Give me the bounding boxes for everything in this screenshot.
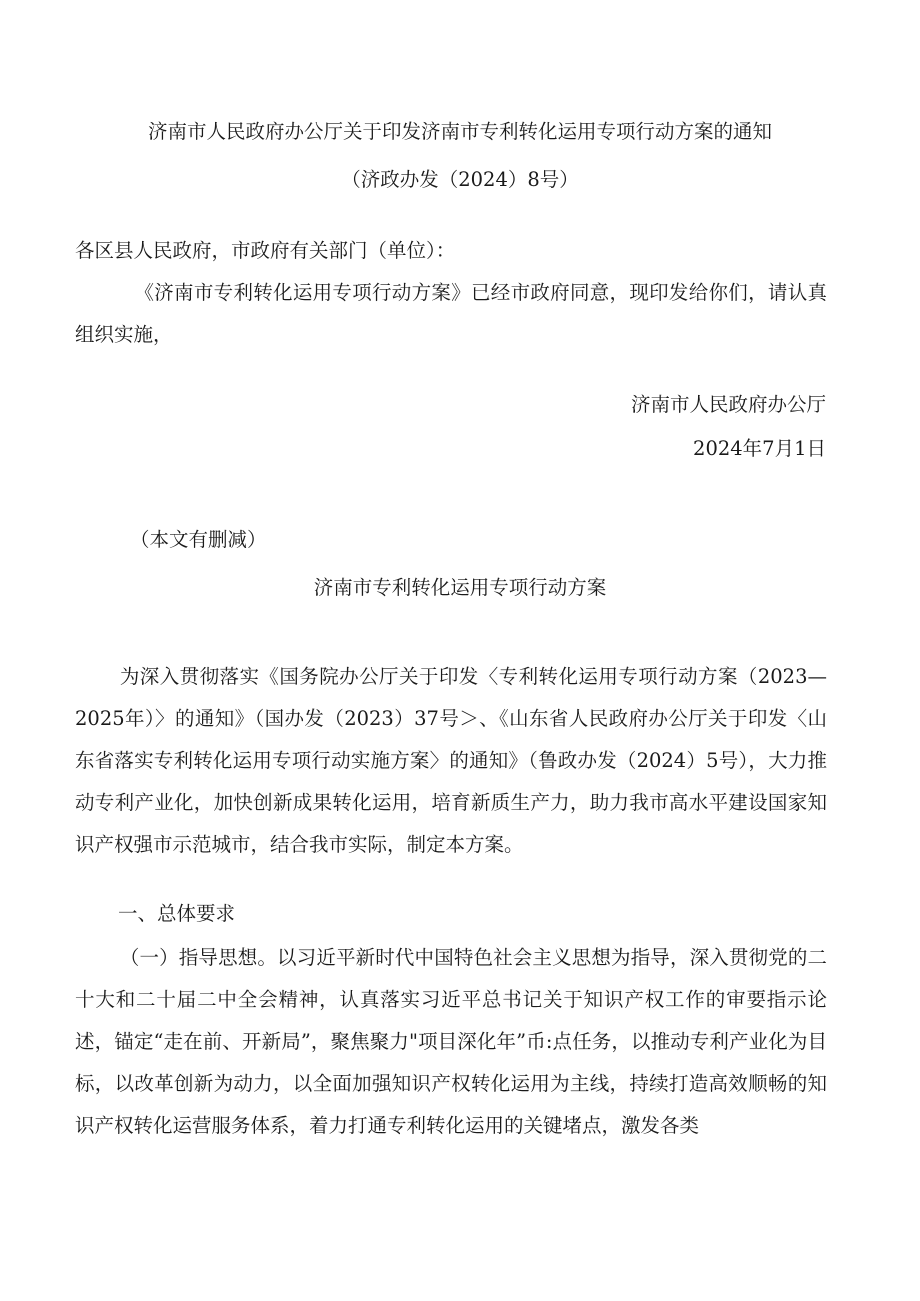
notice-salutation: 各区县人民政府，市政府有关部门（单位）： xyxy=(75,239,456,262)
notice-title: 济南市人民政府办公厅关于印发济南市专利转化运用专项行动方案的通知 xyxy=(147,120,772,143)
section-heading-general-requirements: 一、总体要求 xyxy=(118,902,236,925)
notice-doc-number: （济政办发（2024）8号） xyxy=(341,168,579,191)
guiding-ideology-paragraph: （一）指导思想。以习近平新时代中国特色社会主义思想为指导，深入贯彻党的二十大和二十届二中全会精神，认真落实习近平总书记关于知识产权工作的审要指示论述，锚定“走在前、开新局”，聚焦聚力"项目深化年”币:点任务，以推动专利产业化为目标，以改革创新为动力，以全面加强知识产权转化运用为主线，持续打造高效顺畅的知识产权转化运营服务体系，着力打通专利转化运用的关键堵点，激发各类 xyxy=(75,946,827,1137)
plan-intro-paragraph: 为深入贯彻落实《国务院办公厅关于印发〈专利转化运用专项行动方案（2023—2025年）〉的通知》（国办发（2023）37号＞、《山东省人民政府办公厅关于印发〈山东省落实专利转化运用专项行动实施方案〉的通知》（鲁政办发（2024）5号），大力推动专利产业化，加快创新成果转化运用，培育新质生产力，助力我市高水平建设国家知识产权强市示范城市，结合我市实际，制定本方案。 xyxy=(75,665,827,856)
plan-title: 济南市专利转化运用专项行动方案 xyxy=(313,576,607,599)
notice-issuer: 济南市人民政府办公厅 xyxy=(630,393,826,416)
deletion-note: （本文有删减） xyxy=(130,528,267,551)
notice-body: 《济南市专利转化运用专项行动方案》已经市政府同意，现印发给你们，请认真组织实施， xyxy=(75,281,827,346)
notice-date: 2024年7月1日 xyxy=(693,437,826,460)
